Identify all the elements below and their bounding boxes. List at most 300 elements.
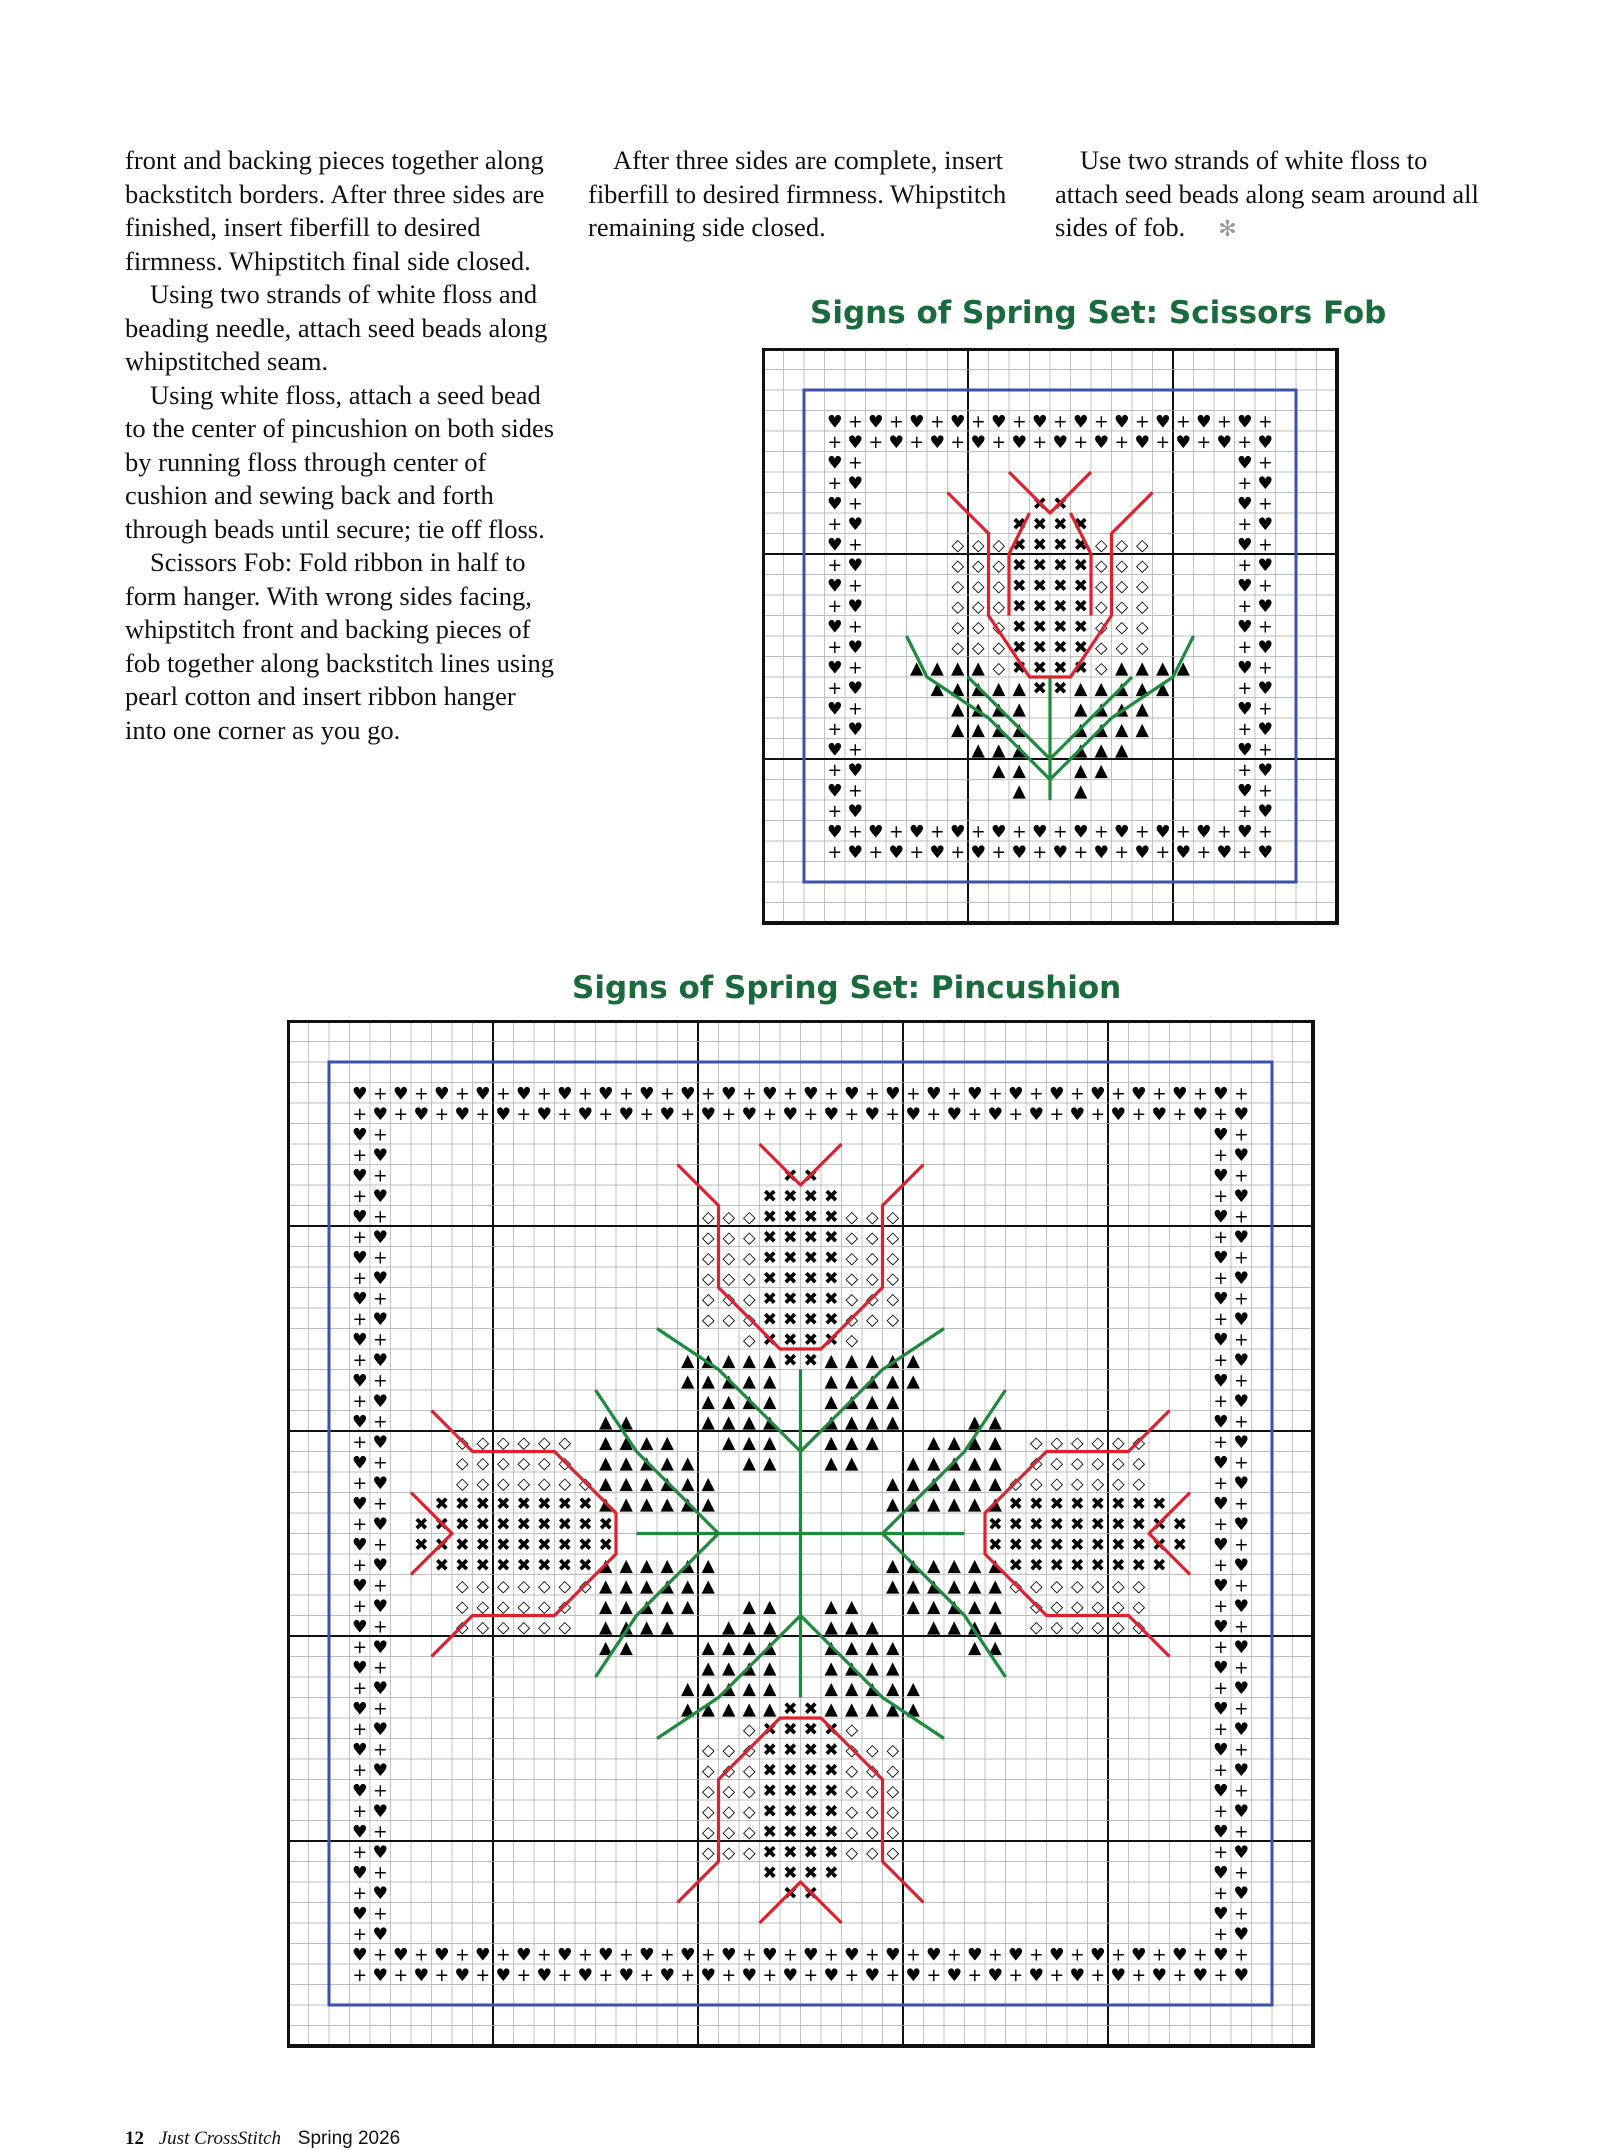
stitch-symbol: ▲ (927, 1617, 941, 1638)
stitch-symbol: + (741, 1084, 757, 1105)
stitch-symbol: ✖ (782, 1330, 798, 1351)
stitch-symbol: + (372, 1494, 388, 1515)
stitch-symbol: + (827, 514, 843, 535)
stitch-symbol: ♥ (1233, 1186, 1250, 1207)
stitch-symbol: ▲ (906, 1596, 920, 1617)
stitch-symbol: ✖ (1073, 658, 1089, 679)
stitch-symbol: ♥ (372, 1842, 389, 1863)
stitch-symbol: ▲ (763, 1699, 777, 1720)
stitch-symbol: ▲ (951, 719, 965, 740)
stitch-symbol: ▲ (660, 1453, 674, 1474)
stitch-symbol: ▲ (1176, 658, 1190, 679)
stitch-symbol: + (1213, 1268, 1229, 1289)
stitch-symbol: ◇ (742, 1781, 756, 1801)
stitch-symbol: + (1213, 1145, 1229, 1166)
stitch-symbol: ♥ (782, 1104, 799, 1125)
stitch-symbol: ♥ (1233, 1637, 1250, 1658)
stitch-symbol: ▲ (886, 1637, 900, 1658)
stitch-symbol: ✖ (762, 1248, 778, 1269)
stitch-symbol: ◇ (742, 1309, 756, 1329)
stitch-symbol: + (434, 1965, 450, 1986)
stitch-symbol: + (827, 678, 843, 699)
stitch-symbol: + (372, 1945, 388, 1966)
stitch-symbol: ✖ (987, 1514, 1003, 1535)
stitch-symbol: ♥ (1236, 617, 1253, 638)
stitch-symbol: ✖ (1011, 535, 1027, 556)
stitch-symbol: ◇ (722, 1801, 736, 1821)
stitch-symbol: ♥ (847, 678, 864, 699)
stitch-symbol: ▲ (701, 1494, 715, 1515)
stitch-symbol: + (352, 1309, 368, 1330)
stitch-symbol: + (495, 1084, 511, 1105)
stitch-symbol: ◇ (865, 1207, 879, 1227)
stitch-symbol: ♥ (1212, 1617, 1229, 1638)
stitch-symbol: ▲ (660, 1494, 674, 1515)
stitch-symbol: + (1257, 453, 1273, 474)
stitch-symbol: ▲ (988, 1617, 1002, 1638)
stitch-symbol: ✖ (434, 1494, 450, 1515)
stitch-symbol: ◇ (951, 576, 965, 596)
stitch-symbol: + (393, 1965, 409, 1986)
stitch-symbol: ♥ (597, 1084, 614, 1105)
stitch-symbol: ✖ (577, 1555, 593, 1576)
stitch-symbol: + (1233, 1945, 1249, 1966)
stitch-symbol: ✖ (495, 1514, 511, 1535)
stitch-symbol: ✖ (1090, 1514, 1106, 1535)
stitch-symbol: ♥ (1236, 658, 1253, 679)
stitch-symbol: ♥ (847, 596, 864, 617)
stitch-symbol: ♥ (1236, 781, 1253, 802)
stitch-symbol: + (1257, 781, 1273, 802)
stitch-symbol: ▲ (660, 1617, 674, 1638)
stitch-symbol: + (372, 1289, 388, 1310)
stitch-symbol: + (847, 740, 863, 761)
stitch-symbol: + (1237, 678, 1253, 699)
stitch-symbol: ✖ (762, 1309, 778, 1330)
stitch-symbol: + (1213, 1719, 1229, 1740)
stitch-symbol: + (372, 1904, 388, 1925)
stitch-symbol: ♥ (1233, 1801, 1250, 1822)
stitch-symbol: + (1008, 1104, 1024, 1125)
stitch-symbol: + (762, 1104, 778, 1125)
stitch-symbol: ✖ (516, 1514, 532, 1535)
stitch-symbol: + (970, 412, 986, 433)
stitch-symbol: ◇ (865, 1781, 879, 1801)
stitch-symbol: ▲ (971, 678, 985, 699)
stitch-symbol: ✖ (762, 1207, 778, 1228)
stitch-symbol: ♥ (351, 1863, 368, 1884)
stitch-symbol: ▲ (971, 699, 985, 720)
stitch-symbol: ◇ (1135, 535, 1149, 555)
stitch-symbol: ♥ (1171, 1945, 1188, 1966)
stitch-symbol: ◇ (845, 1740, 859, 1760)
stitch-symbol: ◇ (865, 1822, 879, 1842)
stitch-symbol: ◇ (496, 1453, 510, 1473)
stitch-symbol: ✖ (1052, 535, 1068, 556)
stitch-symbol: + (598, 1104, 614, 1125)
stitch-symbol: ✖ (516, 1555, 532, 1576)
stitch-symbol: ♥ (1052, 842, 1069, 863)
stitch-symbol: ◇ (951, 596, 965, 616)
stitch-symbol: + (909, 432, 925, 453)
stitch-symbol: ▲ (681, 1371, 695, 1392)
stitch-symbol: ▲ (1156, 678, 1170, 699)
stitch-symbol: ♥ (867, 822, 884, 843)
stitch-symbol: ▲ (1094, 719, 1108, 740)
stitch-symbol: ♥ (351, 1740, 368, 1761)
stitch-symbol: + (352, 1719, 368, 1740)
stitch-symbol: ▲ (763, 1432, 777, 1453)
stitch-symbol: ▲ (619, 1494, 633, 1515)
stitch-symbol: ✖ (762, 1781, 778, 1802)
stitch-symbol: ◇ (971, 637, 985, 657)
stitch-symbol: ▲ (640, 1453, 654, 1474)
stitch-symbol: + (577, 1945, 593, 1966)
stitch-symbol: ◇ (496, 1596, 510, 1616)
stitch-symbol: ♥ (867, 412, 884, 433)
stitch-symbol: ▲ (992, 719, 1006, 740)
stitch-symbol: ✖ (1131, 1535, 1147, 1556)
stitch-symbol: ◇ (971, 617, 985, 637)
stitch-symbol: ♥ (372, 1309, 389, 1330)
stitch-symbol: ✖ (782, 1842, 798, 1863)
stitch-symbol: ✖ (1028, 1555, 1044, 1576)
stitch-symbol: + (741, 1945, 757, 1966)
stitch-symbol: ♥ (823, 1965, 840, 1986)
stitch-symbol: ♥ (826, 535, 843, 556)
stitch-symbol: ◇ (1111, 1453, 1125, 1473)
stitch-symbol: ◇ (476, 1473, 490, 1493)
stitch-symbol: + (1233, 1125, 1249, 1146)
stitch-symbol: + (847, 658, 863, 679)
stitch-symbol: ▲ (619, 1432, 633, 1453)
stitch-symbol: ◇ (1091, 1617, 1105, 1637)
stitch-symbol: ♥ (372, 1514, 389, 1535)
stitch-symbol: ♥ (826, 740, 843, 761)
stitch-symbol: ✖ (1032, 637, 1048, 658)
stitch-symbol: ♥ (966, 1084, 983, 1105)
stitch-symbol: + (1213, 1678, 1229, 1699)
stitch-symbol: ✖ (1032, 555, 1048, 576)
stitch-symbol: ▲ (599, 1494, 613, 1515)
stitch-symbol: ✖ (782, 1781, 798, 1802)
stitch-symbol: ◇ (1094, 617, 1108, 637)
stitch-symbol: ✖ (1032, 576, 1048, 597)
stitch-symbol: ♥ (1011, 432, 1028, 453)
stitch-symbol: ◇ (1132, 1432, 1146, 1452)
stitch-symbol: + (1257, 412, 1273, 433)
stitch-symbol: ✖ (1008, 1535, 1024, 1556)
stitch-symbol: ♥ (1212, 1412, 1229, 1433)
stitch-symbol: ♥ (1089, 1084, 1106, 1105)
stitch-symbol: ♥ (351, 1576, 368, 1597)
stitch-symbol: ♥ (987, 1104, 1004, 1125)
stitch-symbol: ▲ (988, 1432, 1002, 1453)
stitch-symbol: + (1196, 842, 1212, 863)
stitch-symbol: ▲ (619, 1637, 633, 1658)
stitch-symbol: ◇ (1050, 1473, 1064, 1493)
stitch-symbol: + (847, 576, 863, 597)
stitch-symbol: ♥ (372, 1227, 389, 1248)
stitch-symbol: ✖ (598, 1535, 614, 1556)
stitch-symbol: ♥ (1151, 1104, 1168, 1125)
stitch-symbol: ▲ (742, 1432, 756, 1453)
stitch-symbol: ♥ (1212, 1453, 1229, 1474)
stitch-symbol: ◇ (865, 1248, 879, 1268)
stitch-symbol: ◇ (1132, 1473, 1146, 1493)
stitch-symbol: + (1216, 412, 1232, 433)
stitch-symbol: ✖ (1073, 555, 1089, 576)
stitch-symbol: ♥ (1093, 842, 1110, 863)
stitch-symbol: ♥ (454, 1965, 471, 1986)
stitch-symbol: ♥ (1031, 822, 1048, 843)
stitch-symbol: + (1233, 1330, 1249, 1351)
stitch-symbol: + (1032, 842, 1048, 863)
stitch-symbol: + (1213, 1637, 1229, 1658)
stitch-symbol: + (372, 1535, 388, 1556)
stitch-symbol: ♥ (1212, 1576, 1229, 1597)
stitch-symbol: + (352, 1186, 368, 1207)
stitch-symbol: ✖ (1032, 678, 1048, 699)
stitch-symbol: ▲ (906, 1371, 920, 1392)
stitch-symbol: ◇ (1135, 596, 1149, 616)
stitch-symbol: ◇ (722, 1207, 736, 1227)
stitch-symbol: ♥ (1048, 1945, 1065, 1966)
stitch-symbol: ♥ (413, 1965, 430, 1986)
stitch-symbol: ▲ (619, 1555, 633, 1576)
stitch-symbol: ◇ (701, 1781, 715, 1801)
stitch-symbol: ✖ (1008, 1514, 1024, 1535)
stitch-symbol: ♥ (1233, 1104, 1250, 1125)
stitch-symbol: ♥ (826, 617, 843, 638)
stitch-symbol: ◇ (1050, 1432, 1064, 1452)
stitch-symbol: ✖ (1131, 1514, 1147, 1535)
stitch-symbol: ◇ (992, 596, 1006, 616)
stitch-symbol: ▲ (845, 1617, 859, 1638)
stitch-symbol: ◇ (845, 1760, 859, 1780)
stitch-symbol: ▲ (845, 1699, 859, 1720)
stitch-symbol: ♥ (847, 801, 864, 822)
stitch-symbol: + (1049, 1965, 1065, 1986)
stitch-symbol: ▲ (1115, 678, 1129, 699)
stitch-symbol: ♥ (1233, 1145, 1250, 1166)
stitch-symbol: ▲ (599, 1617, 613, 1638)
stitch-symbol: ♥ (1089, 1945, 1106, 1966)
stitch-symbol: ✖ (1011, 658, 1027, 679)
stitch-symbol: ◇ (517, 1432, 531, 1452)
stitch-symbol: ◇ (886, 1801, 900, 1821)
stitch-symbol: ✖ (1073, 617, 1089, 638)
stitch-symbol: ▲ (1074, 719, 1088, 740)
stitch-symbol: + (991, 842, 1007, 863)
stitch-symbol: ◇ (865, 1268, 879, 1288)
pincushion-chart (287, 1020, 1319, 2052)
stitch-symbol: + (352, 1104, 368, 1125)
column-middle (588, 144, 1008, 245)
stitch-symbol: ✖ (1028, 1514, 1044, 1535)
stitch-symbol: ▲ (1135, 658, 1149, 679)
stitch-symbol: ♥ (1257, 514, 1274, 535)
stitch-symbol: ◇ (537, 1576, 551, 1596)
stitch-symbol: ▲ (1115, 719, 1129, 740)
stitch-symbol: ✖ (1110, 1514, 1126, 1535)
stitch-symbol: + (1213, 1104, 1229, 1125)
stitch-symbol: ✖ (516, 1494, 532, 1515)
stitch-symbol: + (454, 1084, 470, 1105)
stitch-symbol: ✖ (1131, 1494, 1147, 1515)
stitch-symbol: ▲ (865, 1412, 879, 1433)
stitch-symbol: ♥ (372, 1883, 389, 1904)
stitch-symbol: ✖ (803, 1268, 819, 1289)
stitch-symbol: + (864, 1945, 880, 1966)
stitch-symbol: ◇ (701, 1289, 715, 1309)
stitch-symbol: ◇ (701, 1842, 715, 1862)
stitch-symbol: + (967, 1965, 983, 1986)
stitch-symbol: ▲ (845, 1350, 859, 1371)
stitch-symbol: + (352, 1637, 368, 1658)
stitch-symbol: ▲ (865, 1350, 879, 1371)
stitch-symbol: ♥ (1007, 1945, 1024, 1966)
stitch-symbol: ◇ (865, 1740, 879, 1760)
stitch-symbol: ▲ (1094, 740, 1108, 761)
stitch-symbol: ♥ (372, 1924, 389, 1945)
stitch-symbol: + (700, 1945, 716, 1966)
stitch-symbol: + (823, 1084, 839, 1105)
paragraph: Using white floss, attach a seed bead to the center of pincushion on both sides by running floss through center of cushion and sewing back and forth through beads until secure; tie off floss. (125, 379, 555, 544)
stitch-symbol: ♥ (1257, 842, 1274, 863)
stitch-symbol: ◇ (1094, 555, 1108, 575)
stitch-symbol: ▲ (906, 1453, 920, 1474)
stitch-symbol: + (1233, 1576, 1249, 1597)
stitch-symbol: ◇ (742, 1268, 756, 1288)
stitch-symbol: ✖ (1090, 1535, 1106, 1556)
stitch-symbol: ♥ (1236, 699, 1253, 720)
stitch-symbol: ▲ (947, 1453, 961, 1474)
stitch-symbol: ♥ (966, 1945, 983, 1966)
stitch-symbol: ✖ (495, 1494, 511, 1515)
stitch-symbol: ▲ (947, 1576, 961, 1597)
stitch-symbol: ♥ (1007, 1084, 1024, 1105)
stitch-symbol: ▲ (824, 1453, 838, 1474)
stitch-symbol: ✖ (413, 1535, 429, 1556)
stitch-symbol: + (1073, 842, 1089, 863)
stitch-symbol: ▲ (968, 1412, 982, 1433)
stitch-symbol: ✖ (823, 1842, 839, 1863)
stitch-symbol: ◇ (537, 1473, 551, 1493)
stitch-symbol: + (372, 1863, 388, 1884)
stitch-symbol: ◇ (1091, 1576, 1105, 1596)
stitch-symbol: ◇ (1115, 596, 1129, 616)
stitch-symbol: ◇ (1132, 1576, 1146, 1596)
stitch-symbol: ♥ (990, 412, 1007, 433)
stitch-symbol: + (847, 699, 863, 720)
stitch-symbol: ✖ (1049, 1555, 1065, 1576)
stitch-symbol: ♥ (351, 1289, 368, 1310)
stitch-symbol: + (1213, 1555, 1229, 1576)
stitch-symbol: + (782, 1084, 798, 1105)
stitch-symbol: ✖ (1073, 514, 1089, 535)
stitch-symbol: ✖ (782, 1309, 798, 1330)
stitch-symbol: ◇ (1111, 1432, 1125, 1452)
stitch-symbol: ◇ (886, 1842, 900, 1862)
stitch-symbol: ▲ (763, 1658, 777, 1679)
stitch-symbol: ♥ (495, 1965, 512, 1986)
stitch-symbol: ♥ (741, 1965, 758, 1986)
stitch-symbol: ✖ (823, 1207, 839, 1228)
stitch-symbol: + (536, 1084, 552, 1105)
stitch-symbol: ♥ (990, 822, 1007, 843)
stitch-symbol: + (1011, 822, 1027, 843)
stitch-symbol: + (1134, 412, 1150, 433)
stitch-symbol: ◇ (886, 1740, 900, 1760)
stitch-symbol: ◇ (496, 1617, 510, 1637)
stitch-symbol: ▲ (1012, 678, 1026, 699)
stitch-symbol: ▲ (763, 1371, 777, 1392)
stitch-symbol: ◇ (1115, 637, 1129, 657)
stitch-symbol: + (847, 781, 863, 802)
magazine-name: Just CrossStitch (158, 2128, 282, 2149)
stitch-symbol: ♥ (847, 473, 864, 494)
stitch-symbol: + (1237, 514, 1253, 535)
stitch-symbol: ▲ (599, 1412, 613, 1433)
stitch-symbol: + (352, 1965, 368, 1986)
stitch-symbol: ▲ (681, 1350, 695, 1371)
stitch-symbol: ▲ (947, 1432, 961, 1453)
stitch-symbol: + (659, 1945, 675, 1966)
stitch-symbol: ◇ (558, 1473, 572, 1493)
stitch-symbol: + (1011, 412, 1027, 433)
stitch-symbol: ◇ (1050, 1596, 1064, 1616)
stitch-symbol: ◇ (886, 1781, 900, 1801)
stitch-symbol: ▲ (619, 1453, 633, 1474)
stitch-symbol: ◇ (865, 1760, 879, 1780)
stitch-symbol: ▲ (742, 1412, 756, 1433)
stitch-symbol: ✖ (823, 1309, 839, 1330)
stitch-symbol: ♥ (372, 1678, 389, 1699)
stitch-symbol: ♥ (351, 1781, 368, 1802)
stitch-symbol: ♥ (618, 1104, 635, 1125)
stitch-symbol: + (1257, 494, 1273, 515)
stitch-symbol: ◇ (886, 1289, 900, 1309)
stitch-symbol: + (413, 1945, 429, 1966)
stitch-symbol: ♥ (826, 412, 843, 433)
stitch-symbol: ♥ (659, 1965, 676, 1986)
stitch-symbol: ✖ (782, 1248, 798, 1269)
stitch-symbol: ♥ (372, 1350, 389, 1371)
stitch-symbol: ✖ (823, 1740, 839, 1761)
stitch-symbol: ✖ (557, 1514, 573, 1535)
stitch-symbol: ▲ (951, 678, 965, 699)
stitch-symbol: ◇ (951, 637, 965, 657)
stitch-symbol: ▲ (968, 1555, 982, 1576)
stitch-symbol: ♥ (372, 1596, 389, 1617)
stitch-symbol: + (864, 1084, 880, 1105)
stitch-symbol: ◇ (722, 1227, 736, 1247)
stitch-symbol: ◇ (476, 1453, 490, 1473)
stitch-symbol: ♥ (1195, 822, 1212, 843)
stitch-symbol: ✖ (1069, 1514, 1085, 1535)
stitch-symbol: ✖ (1151, 1535, 1167, 1556)
stitch-symbol: ✖ (1032, 535, 1048, 556)
fob-chart-title: Signs of Spring Set: Scissors Fob (810, 295, 1387, 331)
stitch-symbol: + (372, 1617, 388, 1638)
stitch-symbol: + (1114, 432, 1130, 453)
stitch-symbol: + (1134, 822, 1150, 843)
stitch-symbol: ▲ (906, 1678, 920, 1699)
stitch-symbol: ▲ (1074, 699, 1088, 720)
stitch-symbol: ▲ (886, 1678, 900, 1699)
stitch-symbol: ✖ (762, 1330, 778, 1351)
